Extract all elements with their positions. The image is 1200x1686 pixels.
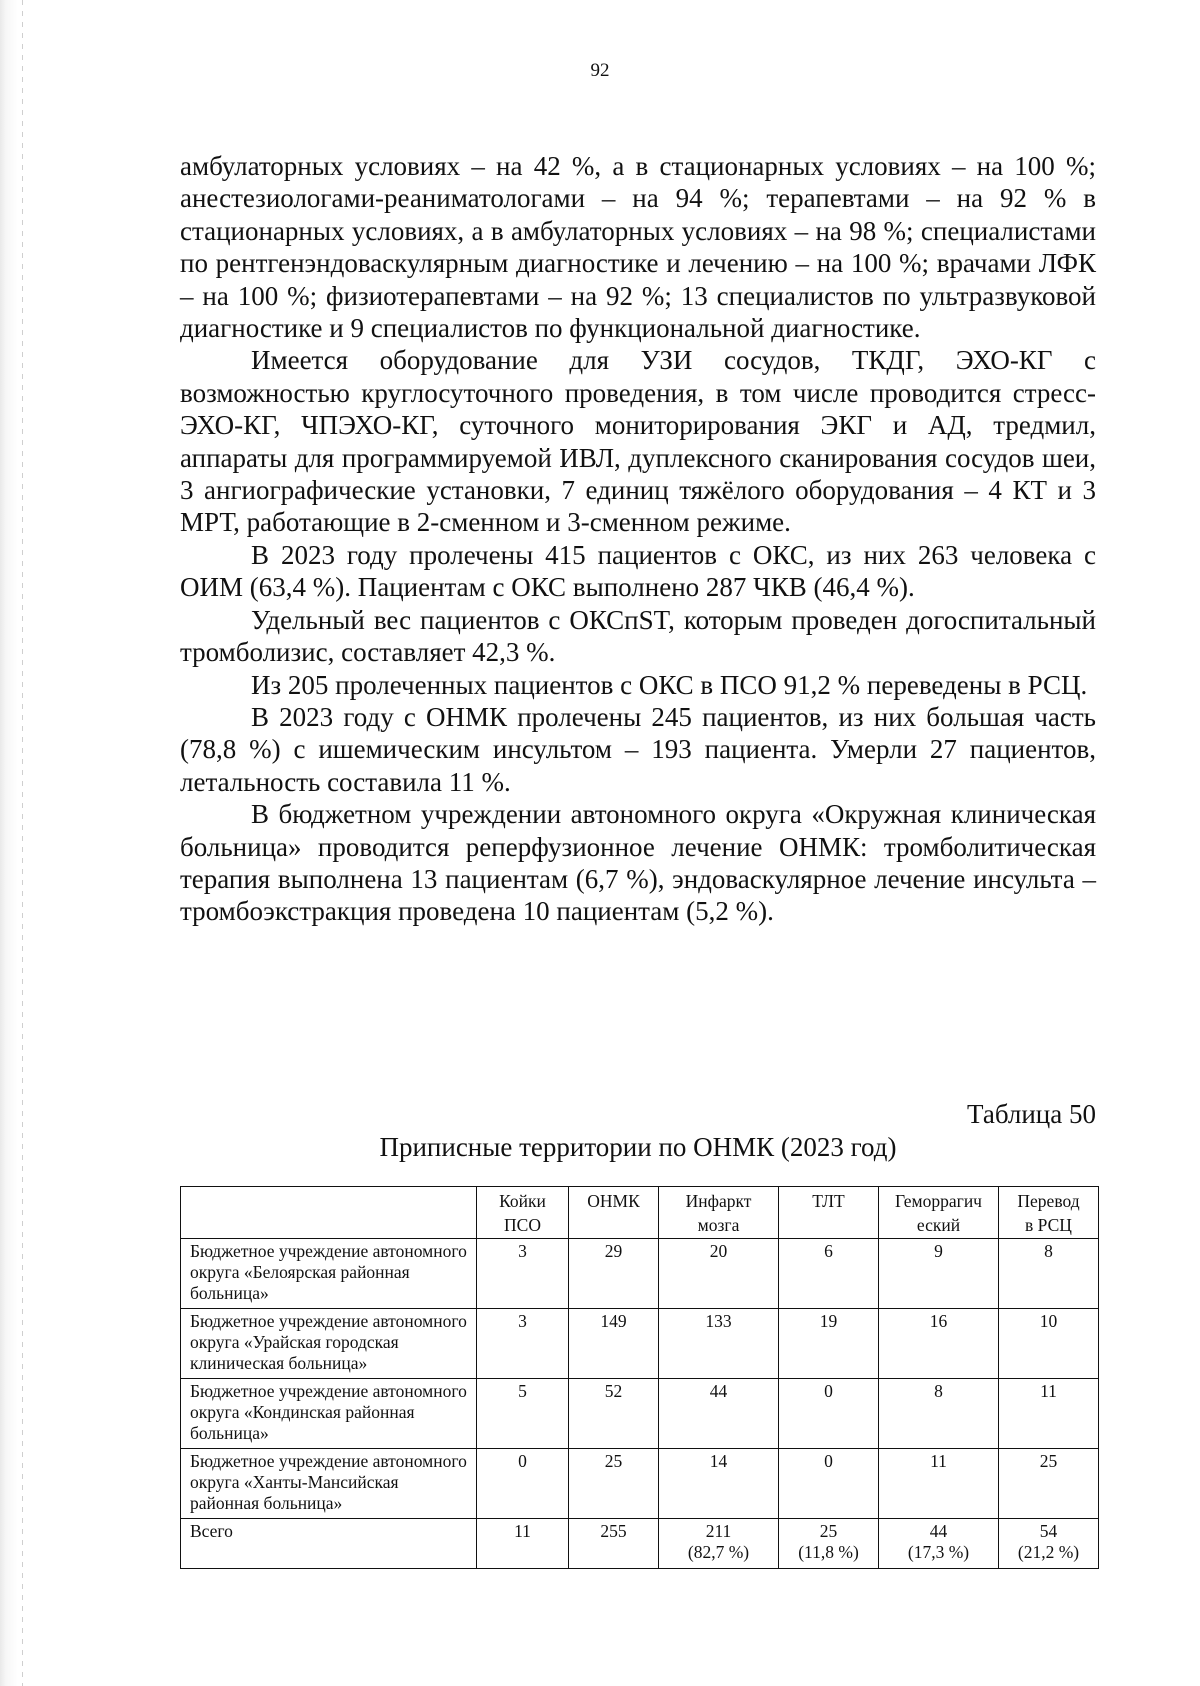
column-header: ОНМК [569,1187,659,1239]
table-cell: 5 [477,1379,569,1449]
table-cell: 9 [879,1239,999,1309]
table-cell: 8 [999,1239,1099,1309]
table-cell: 255 [569,1519,659,1569]
paragraph: амбулаторных условиях – на 42 %, а в стационарных условиях – на 100 %; анестезиологами-реаниматологами – на 94 %; терапевтами – на 92 % в стационарных условиях, а в амбулаторных условиях – на 98 %; специалистами по рентгенэндоваскулярным диагностике и лечению – на 100 %; врачами ЛФК – на 100 %; физиотерапевтами – на 92 %; 13 специалистов по ультразвуковой диагностике и 9 специалистов по функциональной диагностике. [180,151,1096,344]
table-cell: 44 [659,1379,779,1449]
table-cell: 0 [779,1379,879,1449]
column-header [181,1187,477,1239]
column-header: Перевод в РСЦ [999,1187,1099,1239]
paragraph: Из 205 пролеченных пациентов с ОКС в ПСО 91,2 % переведены в РСЦ. [251,669,1088,700]
table-cell: 0 [477,1449,569,1519]
column-header: Геморрагич еский [879,1187,999,1239]
table-cell: 11 [879,1449,999,1519]
table-cell: 25 [999,1449,1099,1519]
paragraph: В бюджетном учреждении автономного округа «Окружная клиническая больница» проводится реперфузионное лечение ОНМК: тромболитическая терапия выполнена 13 пациентам (6,7 %), эндоваскулярное лечение инсульта – тромбоэкстракция проведена 10 пациентам (5,2 %). [180,799,1096,927]
table-row [181,1379,1099,1449]
table-cell: 52 [569,1379,659,1449]
total-label: Всего [181,1519,477,1569]
table-header-row [181,1187,1099,1239]
table-total-row [181,1519,1099,1569]
table-cell: 19 [779,1309,879,1379]
table-cell: 149 [569,1309,659,1379]
table-cell: 3 [477,1309,569,1379]
table-cell: 29 [569,1239,659,1309]
table-row [181,1239,1099,1309]
table-caption: Таблица 50 [967,1099,1096,1129]
table-row [181,1309,1099,1379]
institution-name: Бюджетное учреждение автономного округа «Кондинская районная больница» [181,1379,477,1449]
table-cell: 10 [999,1309,1099,1379]
institution-name: Бюджетное учреждение автономного округа «Урайская городская клиническая больница» [181,1309,477,1379]
table-cell: 6 [779,1239,879,1309]
table-cell: 11 [999,1379,1099,1449]
paragraph: В 2023 году с ОНМК пролечены 245 пациентов, из них большая часть (78,8 %) с ишемическим инсультом – 193 пациента. Умерли 27 пациентов, летальность составила 11 %. [180,701,1096,797]
table-cell: 3 [477,1239,569,1309]
table-row [181,1449,1099,1519]
institution-name: Бюджетное учреждение автономного округа «Белоярская районная больница» [181,1239,477,1309]
body-text [180,150,1096,928]
scan-edge [0,0,28,1686]
paragraph: Имеется оборудование для УЗИ сосудов, ТКДГ, ЭХО-КГ с возможностью круглосуточного проведения, в том числе проводится стресс-ЭХО-КГ, ЧПЭХО-КГ, суточного мониторирования ЭКГ и АД, тредмил, аппараты для программируемой ИВЛ, дуплексного сканирования сосудов шеи, 3 ангиографические установки, 7 единиц тяжёлого оборудования – 4 КТ и 3 МРТ, работающие в 2-сменном и 3-сменном режиме. [180,345,1096,538]
paragraph: В 2023 году пролечены 415 пациентов с ОКС, из них 263 человека с ОИМ (63,4 %). Пациентам с ОКС выполнено 287 ЧКВ (46,4 %). [180,539,1096,603]
column-header: ТЛТ [779,1187,879,1239]
column-header: Койки ПСО [477,1187,569,1239]
table-cell: 8 [879,1379,999,1449]
data-table [180,1186,1099,1569]
table-title: Приписные территории по ОНМК (2023 год) [379,1132,897,1162]
table-cell: 44 (17,3 %) [879,1519,999,1569]
table-cell: 211 (82,7 %) [659,1519,779,1569]
table-cell: 133 [659,1309,779,1379]
table-cell: 11 [477,1519,569,1569]
institution-name: Бюджетное учреждение автономного округа «Ханты-Мансийская районная больница» [181,1449,477,1519]
table-cell: 0 [779,1449,879,1519]
table-cell: 54 (21,2 %) [999,1519,1099,1569]
table-cell: 16 [879,1309,999,1379]
table-cell: 25 [569,1449,659,1519]
column-header: Инфаркт мозга [659,1187,779,1239]
page-number: 92 [590,60,610,81]
table-cell: 14 [659,1449,779,1519]
paragraph: Удельный вес пациентов с ОКСпST, которым проведен догоспитальный тромболизис, составляет 42,3 %. [180,604,1096,668]
table-cell: 20 [659,1239,779,1309]
table-cell: 25 (11,8 %) [779,1519,879,1569]
